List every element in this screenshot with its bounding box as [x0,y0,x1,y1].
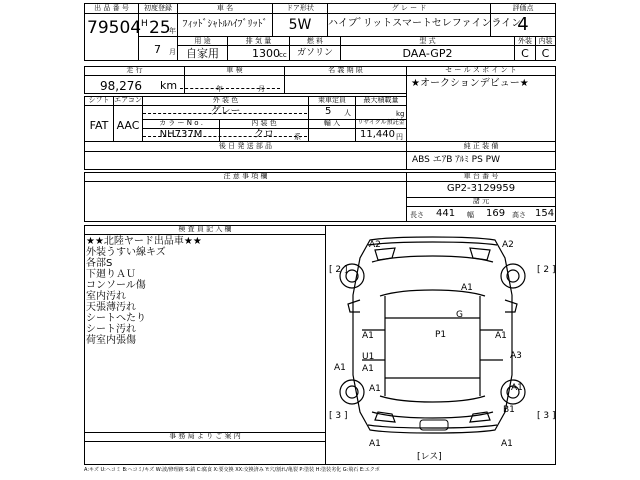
inspection-label: 車 検 [226,66,243,74]
damage-mark: A1 [362,364,374,374]
recycle-unit: 円 [396,133,403,141]
tire-tread-mark: [ 2 ] [329,265,348,275]
damage-mark: A1 [495,331,507,341]
recycle-label: リサイクル預託金 [357,119,405,126]
remark-line: 室内汚れ [86,291,126,302]
length: 441 [436,208,456,219]
height-label: 高さ [512,211,526,219]
ac-label: エアコン [114,96,142,104]
post-parts-label: 後 日 発 送 部 品 [218,142,273,150]
era: H [141,19,148,29]
damage-mark: A1 [501,439,513,449]
remark-line: シート汚れ [86,324,136,335]
divider [177,13,556,14]
mileage-unit: km [160,79,178,92]
car-name-label: 車 名 [216,4,234,12]
auction-score: 4 [517,14,529,35]
damage-mark: G [456,310,463,320]
sales-point: ★オークションデビュー★ [411,78,529,89]
exterior-color-label: 外 装 色 [212,96,239,104]
office-notice-label: 事 務 局 よ り ご 案 内 [169,432,241,440]
divider [177,45,556,46]
grade-label: グ レ ー ド [391,4,427,12]
genuine-equip-label: 純 正 装 備 [463,142,499,150]
damage-mark: A1 [461,283,473,293]
damage-diagram-box [325,225,556,465]
max-load-label: 最大積載量 [363,96,399,104]
divider [406,181,556,182]
purpose-label: 用 途 [194,37,211,45]
divider [84,181,407,182]
remark-line: 下廻りＡＵ [86,269,136,280]
import-label: 輸 入 [323,119,341,127]
fuel: ガソリン [296,48,333,58]
purpose: 自家用 [186,47,219,60]
remark-line: シートへたり [86,313,146,324]
capacity-unit: 人 [344,109,351,117]
notes-label: 注 意 事 項 欄 [223,172,268,180]
remark-line: コンソール傷 [86,280,146,291]
tire-tread-mark: [ 2 ] [537,265,556,275]
width-label: 幅 [467,211,474,219]
tire-tread-mark: [ 3 ] [537,411,556,421]
model-label: 型 式 [419,37,436,45]
title-label: 名 義 期 限 [328,66,363,74]
month-unit: 月 [169,48,176,56]
interior-color: クロ [254,129,274,140]
interior-color-unit: 系 [294,133,301,141]
door-type: 5W [288,17,312,33]
genuine-equip: ABS エｱB ｱﾙﾐ PS PW [412,155,500,165]
score-label: 評価点 [512,4,534,12]
tire-tread-mark: [ 3 ] [329,411,348,421]
sales-point-label: セ ー ル ス ポ イ ン ト [445,66,517,74]
divider [84,441,326,442]
remark-line: ★★北陸ヤード出品車★★ [86,236,202,247]
divider [84,13,178,14]
dimensions-label: 諸 元 [472,197,490,205]
divider [84,234,326,235]
ext-grade-label: 外装 [518,37,532,45]
spare-tire-mark: [レス] [417,452,442,462]
chassis-label: 車 台 番 号 [463,172,499,180]
damage-mark: A1 [369,439,381,449]
registration-month: 7 [154,43,161,56]
max-load-unit: kg [396,110,405,118]
interior-color-label: 内 装 色 [251,119,277,127]
ac: AAC [116,119,140,132]
divider [84,151,556,152]
year-unit: 年 [169,27,176,35]
fuel-label: 燃 料 [306,37,324,45]
door-label: ドア形状 [286,4,314,12]
inspection-month-unit: 月 [258,85,265,93]
remark-line: 各部S [86,258,113,269]
capacity-label: 乗車定員 [318,96,346,104]
remark-line: 外装うすい線キズ [86,247,166,258]
color-no-label: カ ラ ー N o . [159,119,203,127]
damage-mark: A1 [369,384,381,394]
lot-number-label: 出 品 番 号 [94,4,129,12]
divider [180,88,280,89]
shift: FAT [89,119,109,132]
mileage: 98,276 [100,79,142,93]
legend: A:キズ U:ヘコミ B:ヘコミ/キズ W:波/修理跡 S:錆 C:腐食 X:要交換 XX:交換済み Y:穴/割れ/亀裂 P:塗装 H:塗装劣化 G:飛石 E:エクボ [84,467,380,473]
displacement-unit: cc [279,51,287,59]
damage-mark: A1 [511,383,523,393]
inspection-year-unit: 年 [216,85,223,93]
damage-mark: P1 [435,330,447,340]
divider [406,206,556,207]
displacement-label: 排 気 量 [245,37,272,45]
mileage-label: 走 行 [126,66,143,74]
divider [84,75,556,76]
divider [84,105,407,106]
int-grade-label: 内装 [538,37,553,45]
damage-mark: U1 [362,352,375,362]
color-no: NH737M [159,129,203,140]
damage-mark: A3 [510,351,522,361]
remark-line: 荷室内張傷 [86,335,136,346]
recycle-amount: 11,440 [360,129,395,140]
ext-grade: C [521,47,529,60]
damage-mark: A2 [369,240,381,250]
shift-label: シフト [88,96,110,104]
car-name: ﾌｨｯﾄﾞｼｬﾄﾙﾊｲﾌﾞﾘｯﾄﾞ [182,19,268,30]
remark-line: 天張薄汚れ [86,302,136,313]
width: 169 [486,208,506,219]
exterior-color: グレー [210,106,241,117]
chassis-number: GP2-3129959 [446,183,516,194]
grade: ハイブﾞリットスマートセレファインライン [328,18,522,29]
model-code: DAA-GP2 [402,47,453,60]
length-label: 長さ [410,211,424,219]
damage-mark: B1 [503,405,515,415]
registration-year: 25 [149,18,171,38]
inspector-remarks-label: 検 査 員 記 入 欄 [178,225,232,233]
damage-mark: A2 [502,240,514,250]
displacement: 1300 [252,47,280,60]
capacity: 5 [325,106,332,117]
damage-mark: A1 [362,331,374,341]
damage-mark: A1 [334,363,346,373]
int-grade: C [541,47,550,60]
height: 154 [535,208,555,219]
lot-number: 79504 [87,18,142,38]
first-registration-label: 初度登録 [144,4,172,12]
